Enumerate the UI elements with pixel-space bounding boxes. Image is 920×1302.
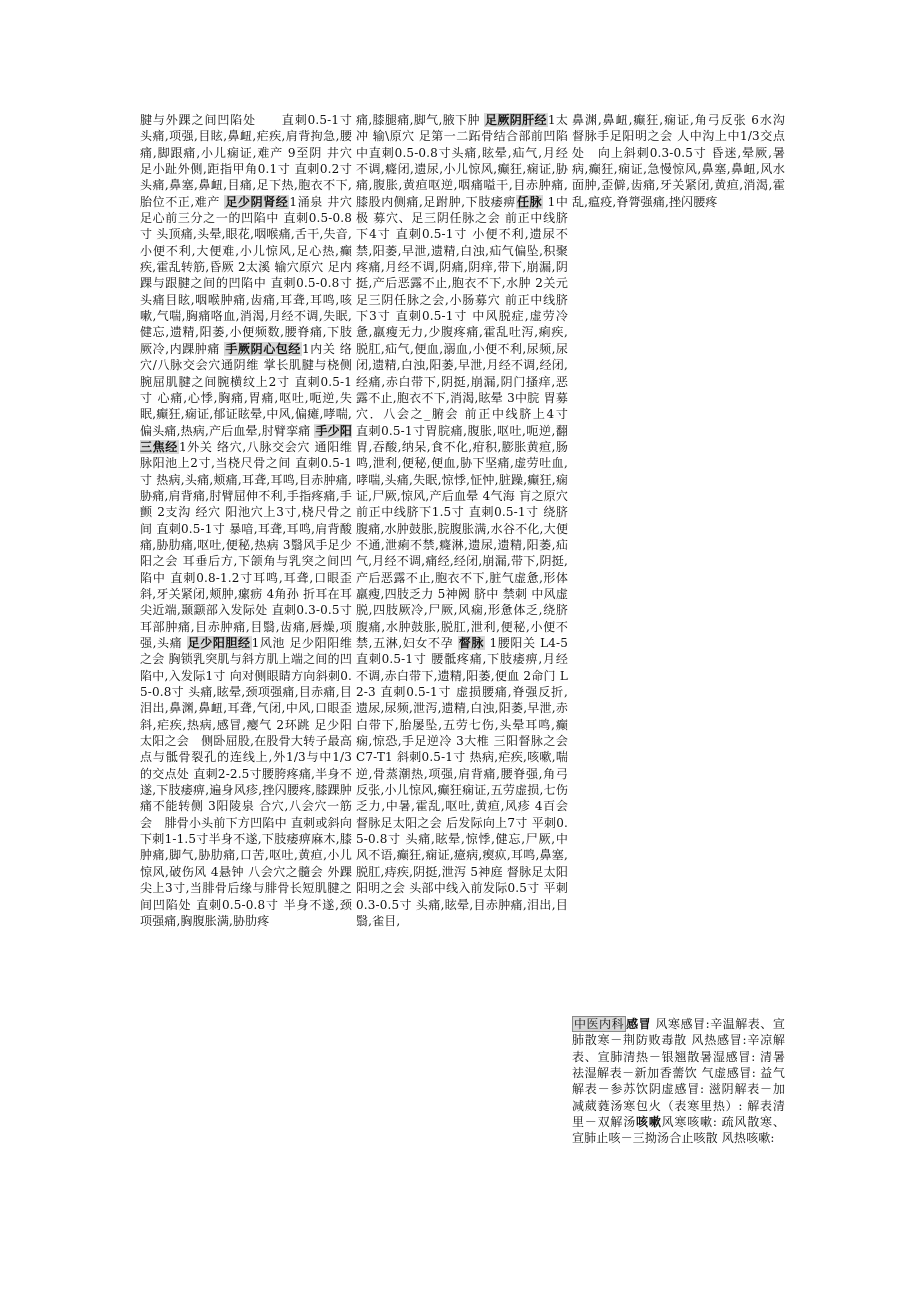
- disease-heading: 咳嗽: [636, 1115, 662, 1130]
- body-text: 1外关 络穴,八脉交会穴 通阳维脉阳池上2寸,当桡尺骨之间 直刺0.5-1寸 热病,头痛,颊痛,耳聋,耳鸣,目赤肿痛,胁痛,肩背痛,肘臂屈伸不利,手指疼痛,手颤 2支沟 经穴 阳池穴上3寸,桡尺骨之间 直刺0.5-1寸 暴喑,耳聋,耳鸣,肩背酸痛,胁肋痛,呕吐,便秘,热病 3翳风手足少阳之会 耳垂后方,下颌角与乳突之间凹陷中 直刺0.8-1.2寸耳鸣,耳聋,口眼歪斜,牙关紧闭,颊肿,瘰疬 4角孙 折耳在耳尖近端,颞颥部入发际处 直刺0.3-0.5寸耳部肿痛,目赤肿痛,目翳,齿痛,唇燥,项强,头痛: [140, 439, 352, 650]
- meridian-heading: 手厥阴心包经: [225, 341, 301, 356]
- body-text: 1风池 足少阳阳维之会 胸锁乳突肌与斜方肌上端之间的凹陷中,入发际1寸 向对侧眼睛方向斜刺0.5-0.8寸 头痛,眩晕,颈项强痛,目赤痛,目泪出,鼻渊,鼻衄,耳聋,气闭,中风,口眼歪斜,疟疾,热病,感冒,瘿气 2环跳 足少阳太阳之会 侧卧屈股,在股骨大转子最高点与骶骨裂孔的连线上,外1/3与中1/3的交点处 直刺2-2.5寸腰胯疼痛,半身不遂,下肢痿痹,遍身风疹,挫闪腰疼,膝踝肿痛不能转侧 3阳陵泉 合穴,八会穴一筋会 腓骨小头前下方凹陷中 直刺或斜向下刺1-1.5寸半身不遂,下肢痿痹麻木,膝肿痛,脚气,胁肋痛,口苦,呕吐,黄疸,小儿惊风,破伤风 4悬钟 八会穴之髓会 外踝尖上3寸,当腓骨后缘与腓骨长短肌腱之间凹陷处 直刺0.5-0.8寸 半身不遂,颈项强痛,胸腹胀满,胁肋疼: [140, 636, 352, 928]
- text-column-1: [140, 112, 352, 1180]
- body-text: 鼻渊,鼻衄,癫狂,痫证,角弓反张 6水沟 督脉手足阳明之会 人中沟上中1/3交点处 向上斜刺0.3-0.5寸 昏迷,晕厥,暑病,癫狂,痫证,急慢惊风,鼻塞,鼻衄,风水面肿,歪僻,齿痛,牙关紧闭,黄疸,消渴,霍乱,瘟疫,脊膂强痛,挫闪腰疼: [572, 113, 785, 209]
- body-text: 1中极 募穴、足三阴任脉之会 前正中线脐下4寸 直刺0.5-1寸 小便不利,遗尿不禁,阳萎,早泄,遗精,白浊,疝气偏坠,积聚疼痛,月经不调,阴痛,阴痒,带下,崩漏,阴挺,产后恶露不止,胞衣不下,水肿 2关元 足三阴任脉之会,小肠募穴 前正中线脐下3寸 直刺0.5-1寸 中风脱症,虚劳冷惫,羸瘦无力,少腹疼痛,霍乱吐泻,痢疾,脱肛,疝气,便血,溺血,小便不利,尿频,尿闭,遗精,白浊,阳萎,早泄,月经不调,经闭,经痛,赤白带下,阴挺,崩漏,阴门搔痒,恶露不止,胞衣不下,消渴,眩晕 3中脘 胃募穴．八会之_腑会 前正中线脐上4寸 直刺0.5-1寸胃脘痛,腹胀,呕吐,呃逆,翻胃,吞酸,纳呆,食不化,疳积,膨胀黄疸,肠鸣,泄利,便秘,便血,胁下坚痛,虚劳吐血,哮喘,头痛,失眠,惊悸,怔忡,脏躁,癫狂,痫证,尸厥,惊风,产后血晕 4气海 肓之原穴 前正中线脐下1.5寸 直刺0.5-1寸 绕脐腹痛,水肿鼓胀,脘腹胀满,水谷不化,大便不通,泄痢不禁,癃淋,遗尿,遗精,阳萎,疝气,月经不调,痛经,经闭,崩漏,带下,阴挺,产后恶露不止,胞衣不下,脏气虚惫,形体羸瘦,四肢乏力 5神阙 脐中 禁刺 中风虚脱,四肢厥冷,尸厥,风痫,形惫体乏,绕脐腹痛,水肿鼓胀,脱肛,泄利,便秘,小便不禁,五淋,妇女不孕: [356, 194, 593, 650]
- meridian-heading: 足厥阴肝经: [485, 113, 547, 127]
- text-column-2: [356, 112, 593, 1180]
- meridian-heading: 督脉: [458, 636, 485, 650]
- body-text: 风寒咳嗽: 疏风散寒、宣肺止咳－三拗汤合止咳散 风热咳嗽:: [572, 1115, 785, 1146]
- body-text: 1内关 络穴/八脉交会穴通阴维 掌长肌腱与桡侧腕屈肌腱之间腕横纹上2寸 直刺0.5-1寸 心痛,心悸,胸痛,胃痛,呕吐,呃逆,失眠,癫狂,痫证,郁证眩晕,中风,偏瘫,哮喘,偏头痛,热病,产后血晕,肘臂挛痛: [140, 341, 352, 438]
- meridian-heading: 任脉: [517, 194, 543, 209]
- body-text: 1太冲 输\原穴 足第一二跖骨结合部前凹陷中直刺0.5-0.8寸头痛,眩晕,疝气,月经不调,癃闭,遗尿,小儿惊风,癫狂,痫证,胁痛,腹胀,黄疸呕逆,咽痛嗌干,目赤肿痛,膝股内侧痛,足跗肿,下肢痿痹: [356, 113, 568, 209]
- body-text: 风寒感冒:辛温解表、宣肺散寒－荆防败毒散 风热感冒:辛凉解表、宣肺清热－银翘散暑湿感冒: 清暑祛湿解表－新加香薷饮 气虚感冒: 益气解表－参苏饮阴虚感冒: 滋阴解表－加减葳蕤汤寒包火（表寒里热）: 解表清里－双解汤: [572, 1017, 785, 1130]
- body-text: 痛,膝腿痛,脚气,腋下肿: [356, 113, 484, 127]
- meridian-heading: 手少阳三焦经: [140, 423, 352, 454]
- body-text: 腱与外踝之间凹陷处 直刺0.5-1寸 头痛,项强,目眩,鼻衄,疟疾,肩背拘急,腰痛,脚跟痛,小儿痫证,难产 9至阴 井穴 足小趾外侧,距指甲角0.1寸 直刺0.2寸 头痛,鼻塞,鼻衄,目痛,足下热,胞衣不下,胎位不正,难产: [140, 113, 352, 209]
- text-column-3-top: [572, 112, 785, 242]
- meridian-heading: 足少阴肾经: [225, 194, 289, 209]
- text-column-3-bottom: [572, 1016, 785, 1180]
- disease-heading: 感冒: [626, 1017, 652, 1031]
- category-heading: 中医内科: [574, 1017, 625, 1031]
- body-text: 1涌泉 井穴 足心前三分之一的凹陷中 直刺0.5-0.8寸 头顶痛,头晕,眼花,咽喉痛,舌干,失音,小便不利,大便难,小儿惊风,足心热,癫疾,霍乱转筋,昏厥 2太溪 输穴原穴 足内踝与跟腱之间的凹陷中 直刺0.5-0.8寸头痛目眩,咽喉肿痛,齿痛,耳聋,耳鸣,咳嗽,气喘,胸痛咯血,消渴,月经不调,失眠,健忘,遗精,阳萎,小便频数,腰脊痛,下肢厥冷,内踝肿痛: [140, 194, 352, 356]
- meridian-heading: 足少阳胆经: [187, 636, 251, 650]
- body-text: 1腰阳关 L4-5 直刺0.5-1寸 腰骶疼痛,下肢痿痹,月经不调,赤白带下,遗精,阳萎,便血 2命门 L2-3 直刺0.5-1寸 虚损腰痛,脊强反折,遗尿,尿频,泄泻,遗精,白浊,阳萎,早泄,赤白带下,胎屡坠,五劳七伤,头晕耳鸣,癫痫,惊恐,手足逆冷 3大椎 三阳督脉之会 C7-T1 斜刺0.5-1寸 热病,疟疾,咳嗽,喘逆,骨蒸潮热,项强,肩背痛,腰脊强,角弓反张,小儿惊风,癫狂痫证,五劳虚损,七伤乏力,中暑,霍乱,呕吐,黄疸,风疹 4百会 督脉足太阳之会 后发际向上7寸 平刺0.5-0.8寸 头痛,眩晕,惊悸,健忘,尸厥,中风不语,癫狂,痫证,癔病,瘈疭,耳鸣,鼻塞,脱肛,痔疾,阴挺,泄泻 5神庭 督脉足太阳阳明之会 头部中线入前发际0.5寸 平刺0.3-0.5寸 头痛,眩晕,目赤肿痛,泪出,目翳,雀目,: [356, 636, 568, 928]
